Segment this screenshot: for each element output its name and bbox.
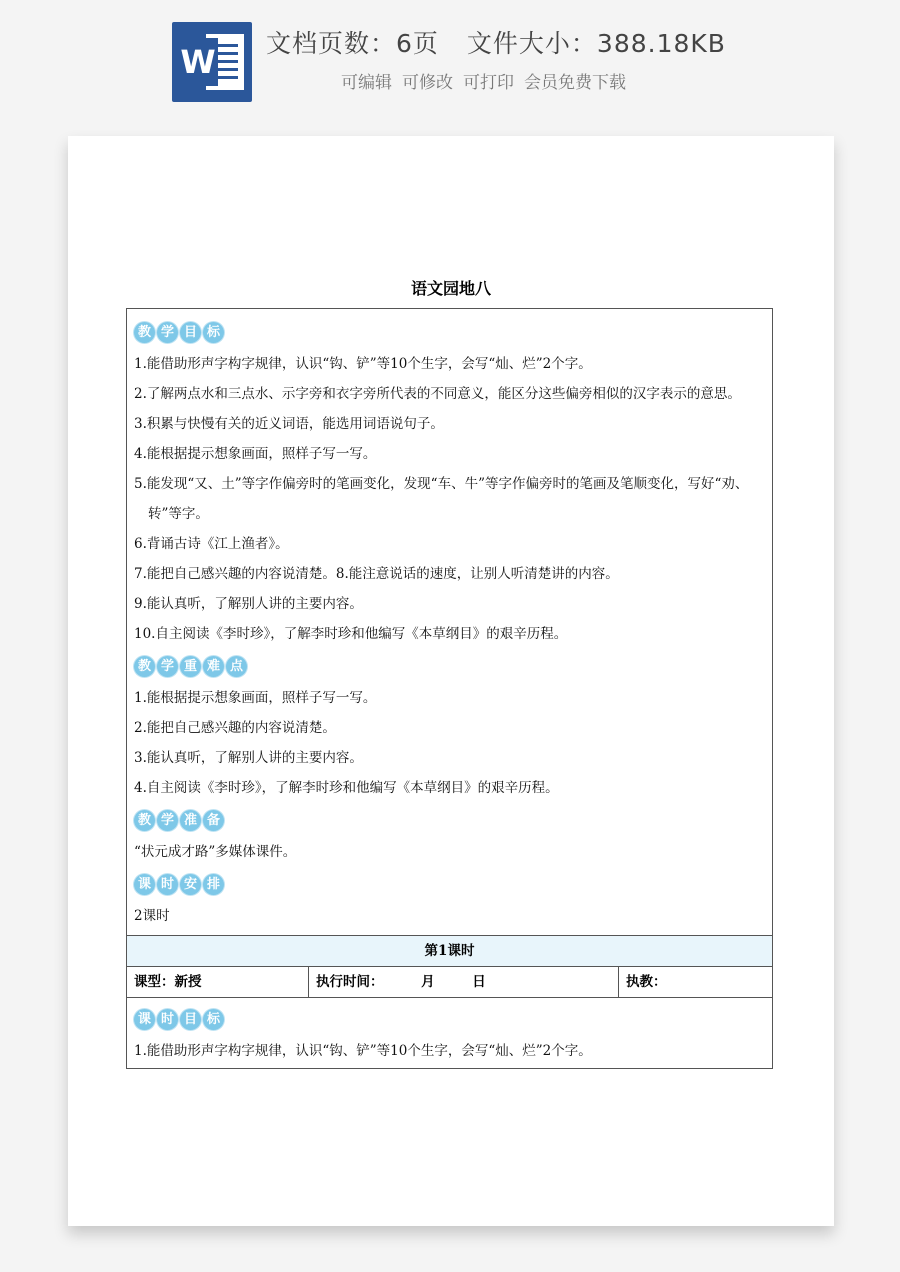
heading-badge: 目 <box>180 1009 201 1030</box>
heading-badge: 准 <box>180 810 201 831</box>
feature-item: 可修改 <box>402 73 453 93</box>
heading-badge: 学 <box>157 322 178 343</box>
list-item: 4.能根据提示想象画面，照样子写一写。 <box>134 446 377 462</box>
lesson-plan-table <box>126 308 773 1069</box>
list-item: 5.能发现“又、土”等字作偏旁时的笔画变化，发现“车、牛”等字作偏旁时的笔画及笔顺变化，写好“劝、转”等字。 <box>134 476 749 522</box>
list-item: 2.能把自己感兴趣的内容说清楚。 <box>134 720 336 736</box>
lesson-info-row <box>127 966 772 997</box>
list-item: 1.能根据提示想象画面，照样子写一写。 <box>134 690 377 706</box>
heading-badge: 教 <box>134 656 155 677</box>
heading-badge: 时 <box>157 874 178 895</box>
lesson-time: 执行时间： 月 日 <box>309 967 619 997</box>
list-item: 7.能把自己感兴趣的内容说清楚。8.能注意说话的速度，让别人听清楚讲的内容。 <box>134 566 619 582</box>
heading-badge: 排 <box>203 874 224 895</box>
lesson-goals <box>127 997 772 1068</box>
heading-badge: 课 <box>134 874 155 895</box>
word-doc-icon: W <box>172 22 252 102</box>
document-title: 语文园地八 <box>410 279 491 298</box>
feature-item: 会员免费下载 <box>524 73 626 93</box>
heading-badge: 点 <box>226 656 247 677</box>
lesson-teacher: 执教： <box>626 974 667 990</box>
heading-badge: 标 <box>203 322 224 343</box>
list-item: 3.积累与快慢有关的近义词语，能选用词语说句子。 <box>134 416 444 432</box>
document-page <box>68 136 834 1226</box>
heading-badge: 标 <box>203 1009 224 1030</box>
list-item: 1.能借助形声字构字规律，认识“钩、铲”等10个生字，会写“灿、烂”2个字。 <box>134 356 592 372</box>
section-heading <box>134 869 766 899</box>
download-banner <box>0 0 900 120</box>
list-item: 2课时 <box>134 908 170 924</box>
list-item: 3.能认真听，了解别人讲的主要内容。 <box>134 750 363 766</box>
plan-sections <box>127 309 772 935</box>
heading-badge: 学 <box>157 656 178 677</box>
heading-badge: 目 <box>180 322 201 343</box>
file-info <box>266 24 726 60</box>
list-item: 2.了解两点水和三点水、示字旁和衣字旁所代表的不同意义，能区分这些偏旁相似的汉字表示的意思。 <box>134 386 741 402</box>
lesson-type: 课型：新授 <box>127 967 309 997</box>
feature-item: 可打印 <box>463 73 514 93</box>
list-item: 6.背诵古诗《江上渔者》。 <box>134 536 289 552</box>
feature-list <box>341 68 626 93</box>
list-item: 4.自主阅读《李时珍》，了解李时珍和他编写《本草纲目》的艰辛历程。 <box>134 780 559 796</box>
lesson-title: 第1课时 <box>127 935 772 966</box>
heading-badge: 学 <box>157 810 178 831</box>
section-heading <box>134 1004 766 1034</box>
section-heading <box>134 805 766 835</box>
heading-badge: 备 <box>203 810 224 831</box>
heading-badge: 教 <box>134 322 155 343</box>
heading-badge: 时 <box>157 1009 178 1030</box>
list-item: 10.自主阅读《李时珍》，了解李时珍和他编写《本草纲目》的艰辛历程。 <box>134 626 568 642</box>
heading-badge: 安 <box>180 874 201 895</box>
list-item: 9.能认真听，了解别人讲的主要内容。 <box>134 596 363 612</box>
section-heading <box>134 651 766 681</box>
heading-badge: 难 <box>203 656 224 677</box>
heading-badge: 教 <box>134 810 155 831</box>
page-count: 文档页数：6页 <box>266 29 439 58</box>
list-item: “状元成才路”多媒体课件。 <box>134 844 297 860</box>
feature-item: 可编辑 <box>341 73 392 93</box>
file-size: 文件大小：388.18KB <box>466 29 726 58</box>
section-heading <box>134 317 766 347</box>
list-item: 1.能借助形声字构字规律，认识“钩、铲”等10个生字，会写“灿、烂”2个字。 <box>134 1043 592 1059</box>
heading-badge: 课 <box>134 1009 155 1030</box>
heading-badge: 重 <box>180 656 201 677</box>
